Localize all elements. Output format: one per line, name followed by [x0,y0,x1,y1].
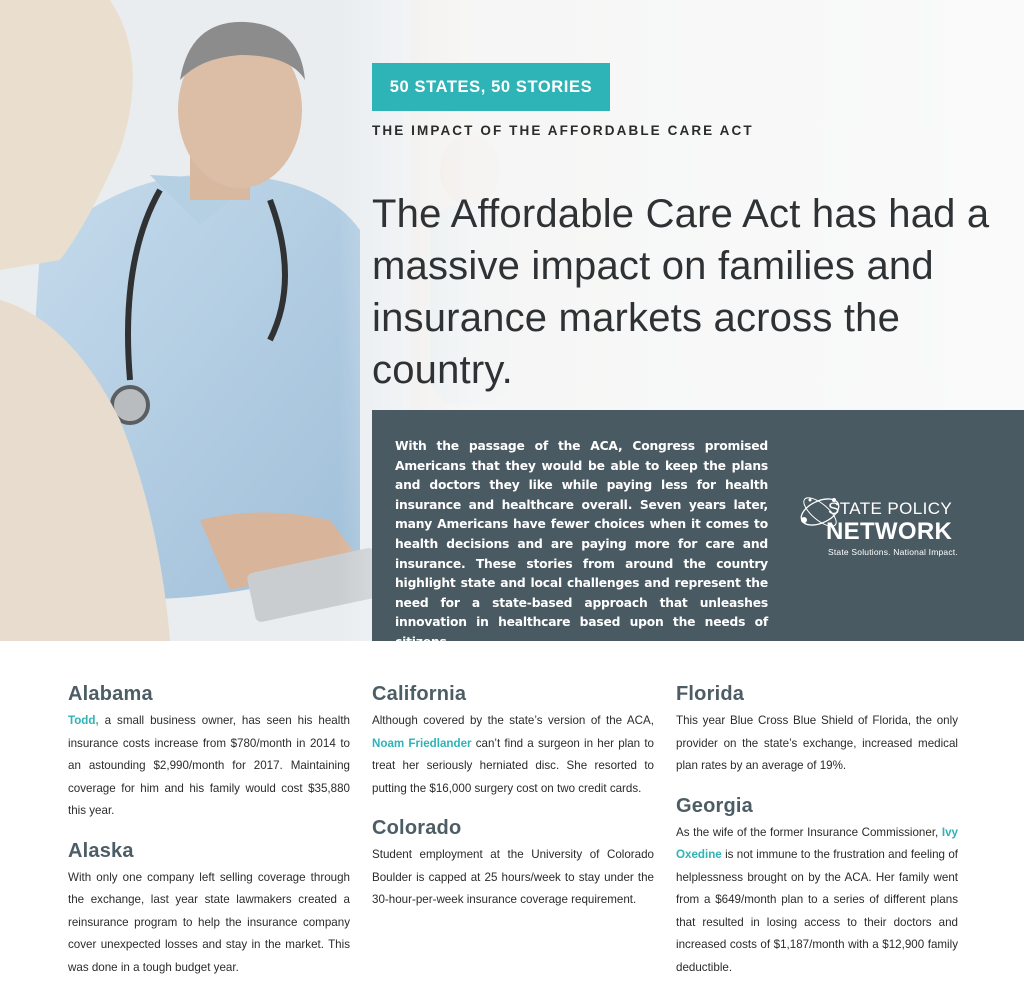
state-heading: Alaska [68,839,134,862]
page-headline: The Affordable Care Act has had a massive impact on families and insurance markets across the country. [372,192,990,392]
state-heading: California [372,683,467,705]
stories-column-2 [372,680,654,926]
story-florida [676,680,958,778]
person-name: Noam Friedlander [372,736,472,750]
story-text: As the wife of the former Insurance Commissioner, Ivy Oxedine is not immune to the frustration and feeling of helplessness brought on by the ACA. Her family went from a $649/month plan to a series of different plans that resulted in losing access to their doctors and increased costs of $1,187/month with a $12,900 family deductible. [676,825,958,974]
story-text: Although covered by the state’s version of the ACA, Noam Friedlander can’t find a surgeon in her plan to treat her seriously herniated disc. She resorted to putting the $16,000 surgery cost on two credit cards. [372,714,654,795]
story-text: With only one company left selling coverage through the exchange, last year state lawmakers created a reinsurance program to help the insurance company cover unexpected losses and stay in the market. This was done in a tough budget year. [68,870,350,974]
state-heading: Georgia [676,794,753,817]
story-colorado [372,814,654,912]
person-name: Todd, [68,714,99,727]
story-text: This year Blue Cross Blue Shield of Florida, the only provider on the state’s exchange, increased medical plan rates by an average of 19%. [676,714,958,772]
story-text: Todd, a small business owner, has seen his health insurance costs increase from $780/month in 2014 to an astounding $2,990/month for 2017. Maintaining coverage for him and his family would cost $35,880 this year. [68,714,350,817]
intro-panel [372,410,1024,649]
state-heading: Alabama [68,683,153,705]
story-text: Student employment at the University of Colorado Boulder is capped at 25 hours/week to stay under the 30-hour-per-week insurance coverage requirement. [372,848,654,906]
state-heading: Colorado [372,817,462,839]
logo-line-1: STATE POLICY [828,499,953,518]
state-policy-network-logo [796,482,966,562]
story-alaska [68,837,350,980]
logo-tagline: State Solutions. National Impact. [828,547,958,557]
story-georgia [676,792,958,980]
state-heading: Florida [676,683,745,705]
logo-line-2: NETWORK [826,518,953,545]
intro-paragraph: With the passage of the ACA, Congress promised Americans that they would be able to keep the plans and doctors they like while paying less for health insurance and healthcare overall. Seven years later, many Americans have fewer choices when it comes to health decisions and are paying more for care and insurance. These stories from around the country highlight state and local challenges and represent the need for a state-based approach that unleashes innovation in healthcare based upon the needs of citizens. [395,439,768,649]
series-tag: 50 STATES, 50 STORIES [372,63,610,111]
stories-column-3 [676,680,958,993]
person-name: Ivy Oxedine [676,825,958,861]
story-alabama [68,680,350,823]
story-california [372,680,654,800]
stories-column-1 [68,680,350,993]
report-subtitle: THE IMPACT OF THE AFFORDABLE CARE ACT [372,123,754,138]
